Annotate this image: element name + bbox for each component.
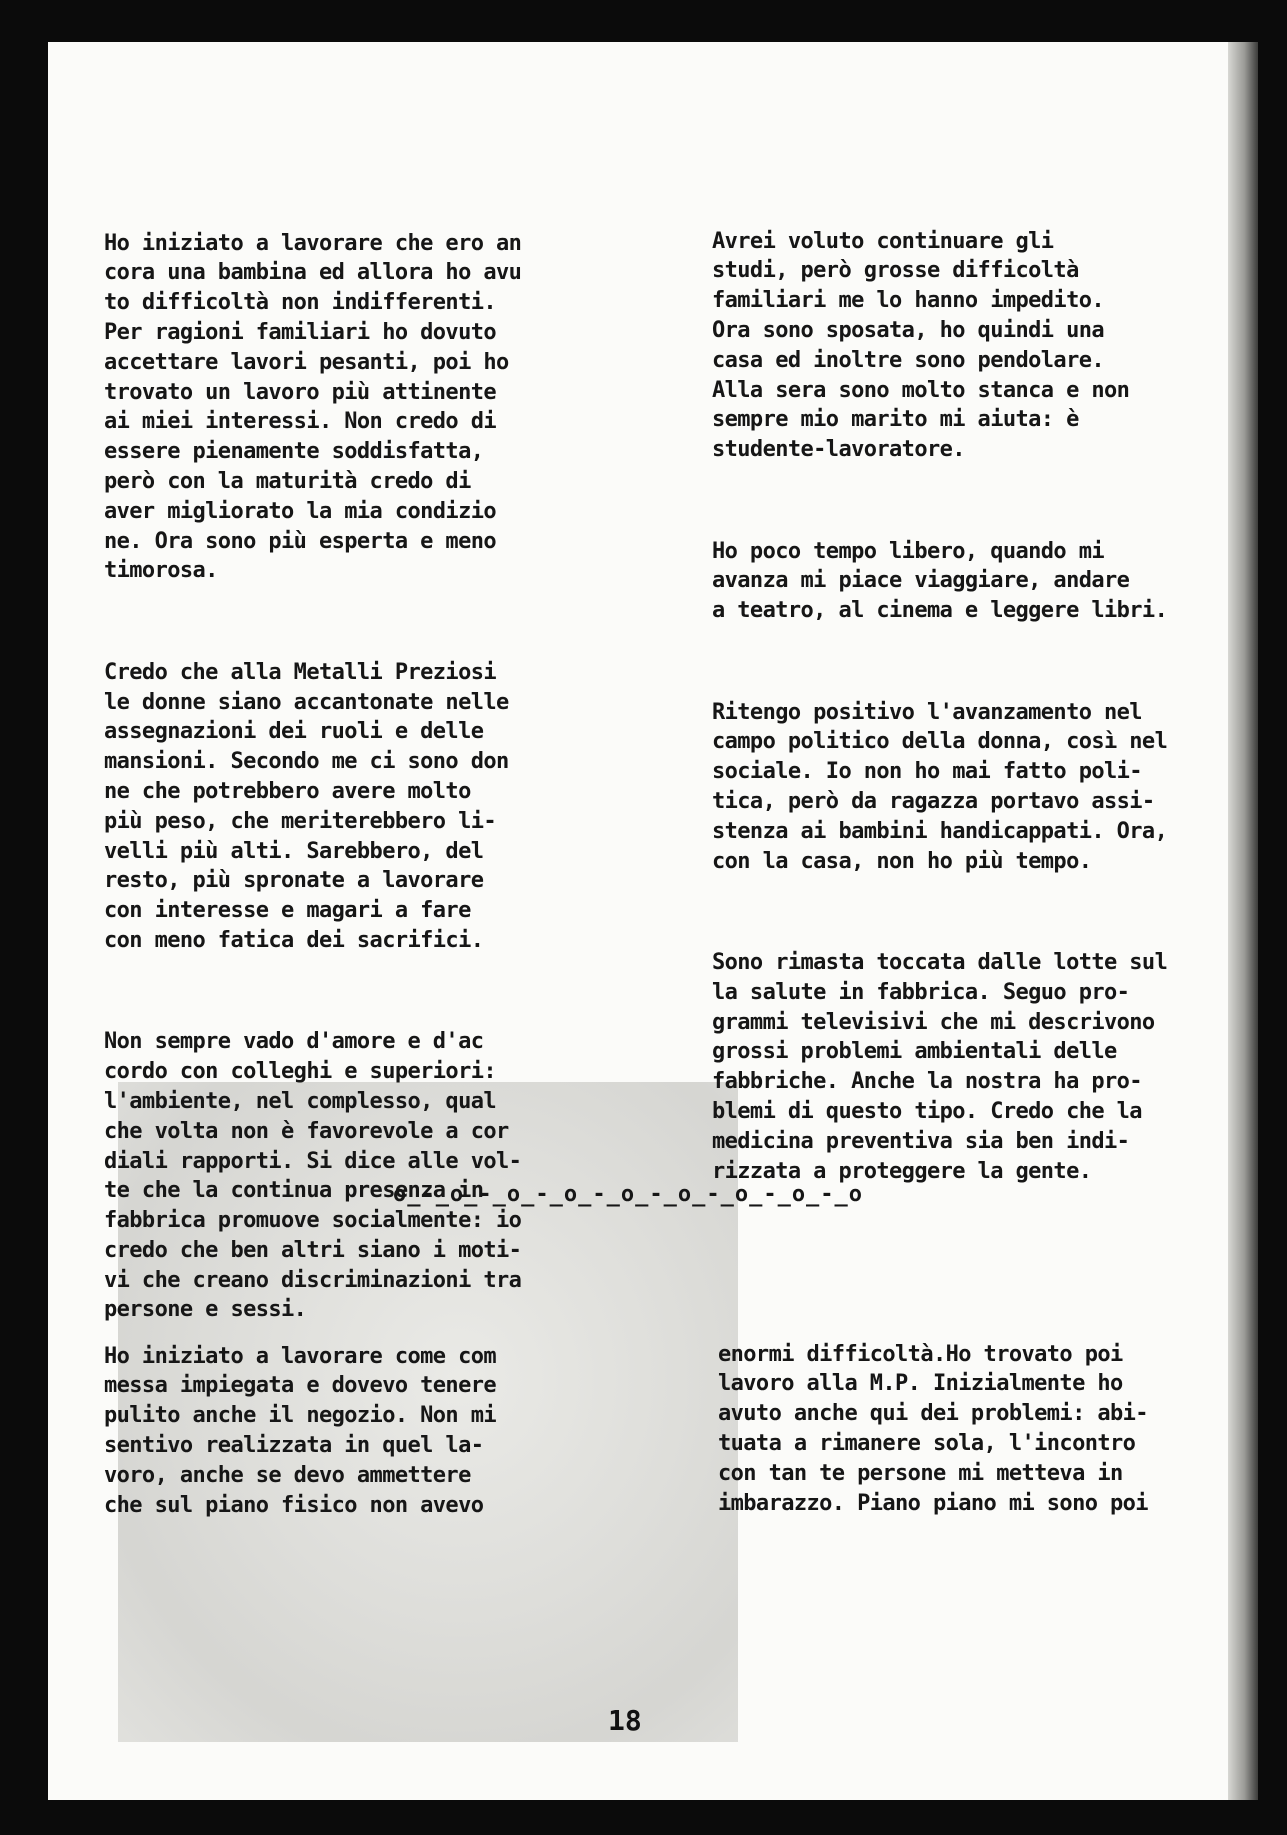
document-page [48, 42, 1258, 1800]
paragraph: Ho iniziato a lavorare che ero an cora una bambina ed allora ho avu to difficoltà non indifferenti. Per ragioni familiari ho dovuto accettare lavori pesanti, poi ho trovato un lavoro più attinente ai miei interessi. Non credo di essere pienamente soddisfatta, però con la maturità credo di aver migliorato la mia condizio ne. Ora sono più esperta e meno timorosa. [104, 230, 522, 584]
paragraph: Ritengo positivo l'avanzamento nel campo politico della donna, così nel sociale. Io non ho mai fatto poli- tica, però da ragazza portavo assi- stenza ai bambini handicappati. Ora, con la casa, non ho più tempo. [712, 699, 1168, 874]
section-separator: o_-_o_-_o_-_o_-_o_-_o_-_o_-_o_-_o [392, 1182, 864, 1207]
paragraph: Ho iniziato a lavorare come com messa impiegata e dovevo tenere pulito anche il negozio. Non mi sentivo realizzata in quel la- voro, anche se devo ammettere che sul piano fisico non avevo [104, 1343, 496, 1518]
paragraph: Credo che alla Metalli Preziosi le donne siano accantonate nelle assegnazioni dei ruoli e delle mansioni. Secondo me ci sono don ne che potrebbero avere molto più peso, che meriterebbero li- velli più alti. Sarebbero, del resto, più spronate a lavorare con interesse e magari a fare con meno fatica dei sacrifici. [104, 659, 509, 953]
page-number: 18 [608, 1704, 642, 1737]
paragraph: Avrei voluto continuare gli studi, però grosse difficoltà familiari me lo hanno impedito. Ora sono sposata, ho quindi una casa ed inoltre sono pendolare. Alla sera sono molto stanca e non sempre mio marito mi aiuta: è studente-lavoratore. [712, 228, 1130, 463]
paragraph: Ho poco tempo libero, quando mi avanza mi piace viaggiare, andare a teatro, al cinema e leggere libri. [712, 538, 1168, 624]
paragraph: enormi difficoltà.Ho trovato poi lavoro alla M.P. Inizialmente ho avuto anche qui dei problemi: abi- tuata a rimanere sola, l'incontro con tan te persone mi metteva in imbarazzo. Piano piano mi sono poi [718, 1341, 1148, 1516]
right-column [712, 167, 1232, 1258]
paragraph: Non sempre vado d'amore e d'ac cordo con colleghi e superiori: l'ambiente, nel complesso, qual che volta non è favorevole a cor diali rapporti. Si dice alle vol- te che la continua presenza in fabbrica promuove socialmente: io credo che ben altri siano i moti- vi che creano discriminazioni tra persone e sessi. [104, 1029, 522, 1323]
paragraph: Sono rimasta toccata dalle lotte sul la salute in fabbrica. Seguo pro- grammi televisivi che mi descrivono grossi problemi ambientali delle fabbriche. Anche la nostra ha pro- blemi di questo tipo. Credo che la medicina preventiva sia ben indi- rizzata a proteggere la gente. [712, 949, 1168, 1184]
lower-left-column [104, 1282, 664, 1592]
lower-right-column [718, 1280, 1238, 1590]
left-column [104, 169, 664, 1397]
